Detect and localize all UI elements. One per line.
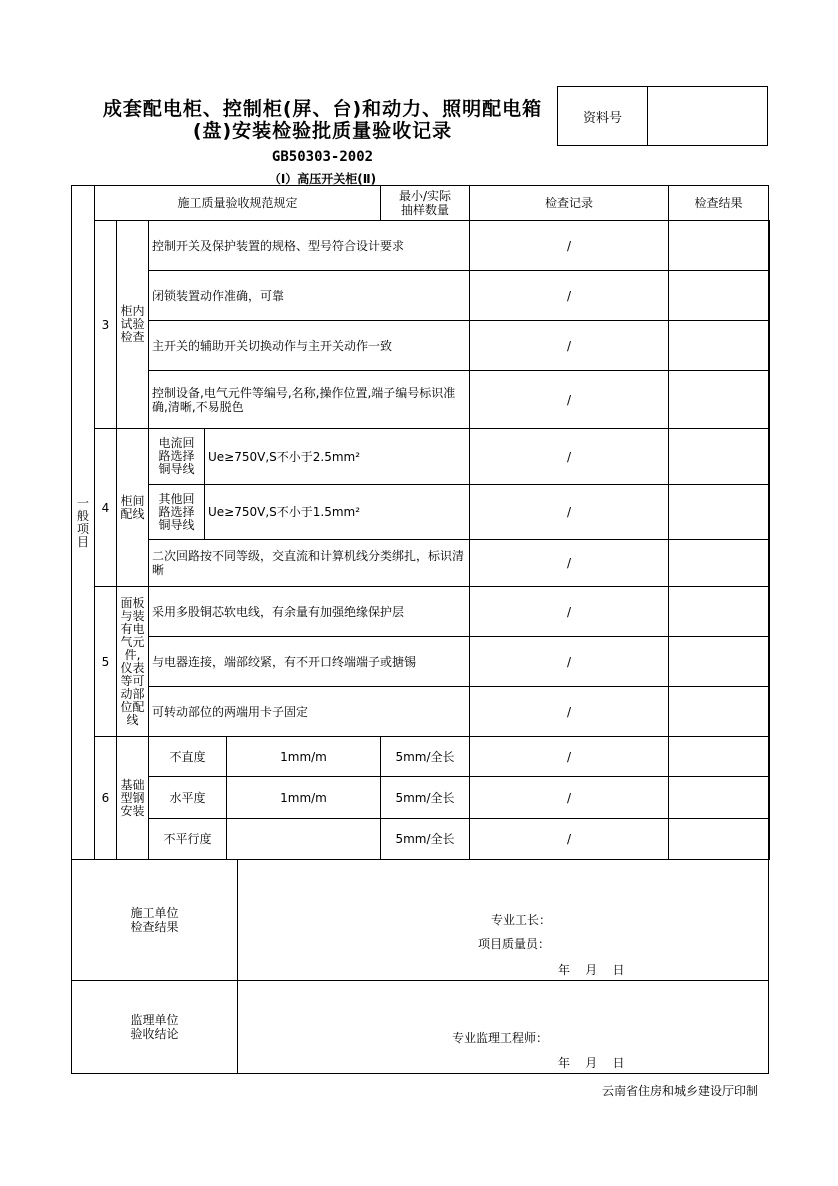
item4-name-cell [117, 429, 149, 587]
item3-number: 3 [95, 221, 117, 429]
item4-row1-record[interactable] [669, 429, 769, 485]
item5-row2-record[interactable] [669, 637, 769, 687]
signoff-table [71, 859, 769, 1074]
printer-footer: 云南省住房和城乡建设厅印制 [601, 1084, 758, 1098]
item4-number: 4 [95, 429, 117, 587]
item6-row1-result[interactable] [769, 737, 770, 777]
item5-row3-record[interactable] [669, 687, 769, 737]
item5-name-cell [117, 587, 149, 737]
item6-row1-per-m: 1mm/m [227, 737, 381, 777]
item3-row3-record[interactable] [669, 321, 769, 371]
item6-row2-record[interactable] [669, 777, 769, 819]
item4-row1-name: 电流回路选择铜导线 [158, 436, 195, 476]
header-result: 检查结果 [669, 186, 769, 221]
item4-row1-name-cell [149, 429, 205, 485]
item3-row2-result[interactable] [769, 271, 770, 321]
item5-row3-result[interactable] [769, 687, 770, 737]
item6-row2-per-m: 1mm/m [227, 777, 381, 819]
foreman-label: 专业工长： [491, 913, 552, 927]
item4-row2-sample: / [470, 485, 669, 540]
item6-row2-sample: / [470, 777, 669, 819]
item3-row1-record[interactable] [669, 221, 769, 271]
construction-label-cell [72, 860, 238, 981]
inspection-table [71, 185, 770, 860]
item4-row2-record[interactable] [669, 485, 769, 540]
item6-row3-result[interactable] [769, 819, 770, 860]
item3-row1-spec: 控制开关及保护装置的规格、型号符合设计要求 [149, 221, 470, 271]
item3-row4-spec: 控制设备,电气元件等编号,名称,操作位置,端子编号标识准确,清晰,不易脱色 [149, 371, 470, 429]
item4-row2-name: 其他回路选择铜导线 [158, 491, 195, 532]
item4-row3-spec: 二次回路按不同等级，交直流和计算机线分类绑扎，标识清晰 [149, 540, 470, 587]
item3-row4-result[interactable] [769, 371, 770, 429]
item3-row1-result[interactable] [769, 221, 770, 271]
supervision-label-cell [72, 981, 238, 1074]
item3-name: 柜内试验检查 [120, 304, 145, 344]
item5-row2-sample: / [470, 637, 669, 687]
standard-code: GB50303-2002 [271, 149, 374, 165]
item6-row2-label: 水平度 [149, 777, 227, 819]
item5-row3-sample: / [470, 687, 669, 737]
item5-row1-spec: 采用多股铜芯软电线，有余量有加强绝缘保护层 [149, 587, 470, 637]
item4-row3-sample: / [470, 540, 669, 587]
category-cell [72, 186, 95, 860]
item6-row2-full: 5mm/全长 [381, 777, 470, 819]
item3-row3-result[interactable] [769, 321, 770, 371]
item4-row2-req: Ue≥750V,S不小于1.5mm² [205, 485, 470, 540]
item5-name: 面板与装有电气元件,仪表等可动部位配线 [120, 595, 145, 727]
item3-row1-sample: / [470, 221, 669, 271]
item3-row3-sample: / [470, 321, 669, 371]
quality-officer-label: 项目质量员： [478, 937, 551, 951]
supervision-label: 监理单位验收结论 [130, 1013, 179, 1041]
item3-row2-spec: 闭锁装置动作准确，可靠 [149, 271, 470, 321]
construction-label: 施工单位检查结果 [130, 906, 179, 934]
reference-number-label: 资料号 [558, 87, 648, 145]
item5-row2-spec: 与电器连接，端部绞紧，有不开口终端端子或搪锡 [149, 637, 470, 687]
item6-row3-sample: / [470, 819, 669, 860]
item5-row3-spec: 可转动部位的两端用卡子固定 [149, 687, 470, 737]
supervising-engineer-label: 专业监理工程师： [452, 1031, 549, 1045]
item6-row1-label: 不直度 [149, 737, 227, 777]
item6-name-cell [117, 737, 149, 860]
form-subtitle: （Ⅰ）高压开关柜(Ⅱ) [268, 172, 377, 186]
item4-row2-result[interactable] [769, 485, 770, 540]
item5-row1-result[interactable] [769, 587, 770, 637]
item4-row3-result[interactable] [769, 540, 770, 587]
item6-row3-record[interactable] [669, 819, 769, 860]
item4-row1-req: Ue≥750V,S不小于2.5mm² [205, 429, 470, 485]
item3-row2-record[interactable] [669, 271, 769, 321]
item6-row3-per-m [227, 819, 381, 860]
reference-number-box [557, 86, 768, 146]
item3-row4-sample: / [470, 371, 669, 429]
item5-row1-record[interactable] [669, 587, 769, 637]
header-sample-text: 最小/实际抽样数量 [398, 189, 452, 217]
item6-row3-label: 不平行度 [149, 819, 227, 860]
item5-row1-sample: / [470, 587, 669, 637]
item4-row1-sample: / [470, 429, 669, 485]
item4-name: 柜间配线 [120, 493, 145, 521]
item3-row2-sample: / [470, 271, 669, 321]
form-title-line2: (盘)安装检验批质量验收记录 [192, 120, 453, 142]
header-spec: 施工质量验收规范规定 [95, 186, 381, 221]
item4-row1-result[interactable] [769, 429, 770, 485]
supervision-date: 年 月 日 [558, 1056, 625, 1070]
category-label: 一般项目 [76, 495, 89, 549]
item6-name: 基础型钢安装 [120, 777, 145, 818]
item4-row3-record[interactable] [669, 540, 769, 587]
supervision-sign-area[interactable] [238, 981, 769, 1074]
header-sample [381, 186, 470, 221]
item6-row1-record[interactable] [669, 737, 769, 777]
item5-row2-result[interactable] [769, 637, 770, 687]
form-title-line1: 成套配电柜、控制柜(屏、台)和动力、照明配电箱 [102, 98, 543, 120]
item6-number: 6 [95, 737, 117, 860]
item3-row4-record[interactable] [669, 371, 769, 429]
item6-row1-sample: / [470, 737, 669, 777]
item6-row2-result[interactable] [769, 777, 770, 819]
item5-number: 5 [95, 587, 117, 737]
item4-row2-name-cell [149, 485, 205, 540]
item3-name-cell [117, 221, 149, 429]
item3-row3-spec: 主开关的辅助开关切换动作与主开关动作一致 [149, 321, 470, 371]
construction-date: 年 月 日 [558, 963, 625, 977]
reference-number-field[interactable] [648, 87, 767, 145]
item6-row3-full: 5mm/全长 [381, 819, 470, 860]
item6-row1-full: 5mm/全长 [381, 737, 470, 777]
header-record: 检查记录 [470, 186, 669, 221]
